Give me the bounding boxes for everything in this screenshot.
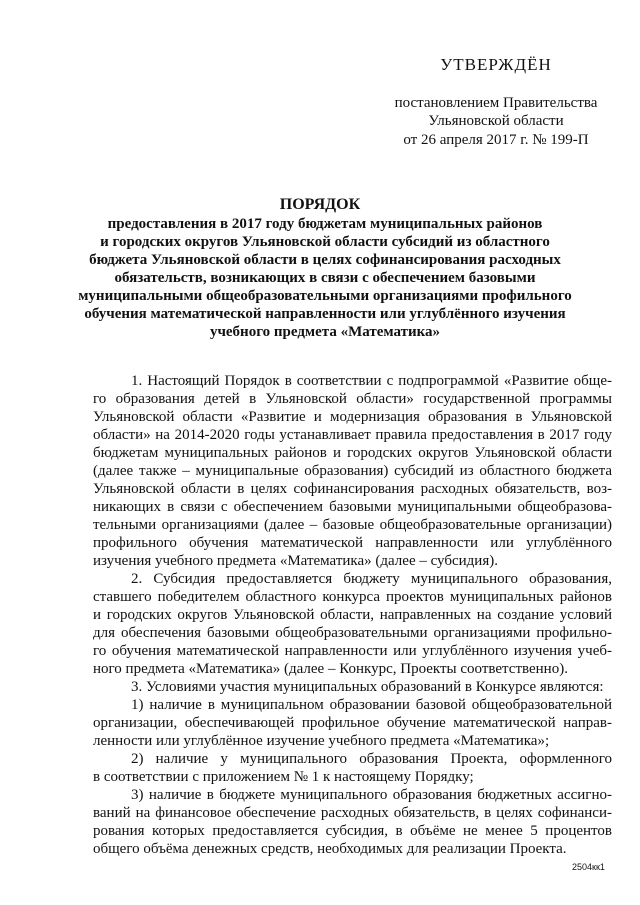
body-line: ваний на финансовое обеспечение расходных обязательств, в целях софинанси- bbox=[93, 805, 612, 821]
body-line: го образования детей в Ульяновской области» государственной программы bbox=[93, 391, 612, 407]
body-line: 3. Условиями участия муниципальных образований в Конкурсе являются: bbox=[131, 679, 604, 695]
body-line: изучения учебного предмета «Математика» (далее – субсидия). bbox=[93, 553, 498, 569]
subtitle-line: обучения математической направленности или углублённого изучения bbox=[84, 306, 566, 322]
body-line: рования которых предоставляется субсидия, в объёме не менее 5 процентов bbox=[93, 823, 612, 839]
body-line: 1. Настоящий Порядок в соответствии с подпрограммой «Развитие обще- bbox=[131, 373, 612, 389]
body-line: 2. Субсидия предоставляется бюджету муниципального образования, bbox=[131, 571, 612, 587]
body-line: бюджетам муниципальных районов и городских округов Ульяновской области bbox=[93, 445, 612, 461]
subtitle-line: и городских округов Ульяновской области субсидий из областного bbox=[100, 234, 550, 250]
body-line: ленности или углублённое изучение учебного предмета «Математика»; bbox=[93, 733, 550, 749]
body-line: го обучения математической направленности или углублённого изучения учеб- bbox=[93, 643, 612, 659]
subtitle-line: муниципальными общеобразовательными организациями профильного bbox=[78, 288, 572, 304]
body-line: ного предмета «Математика» (далее – Конкурс, Проекты соответственно). bbox=[93, 661, 568, 677]
body-line: общего объёма денежных средств, необходимых для реализации Проекта. bbox=[93, 841, 567, 857]
body-line: Ульяновской области «Развитие и модернизация образования в Ульяновской bbox=[93, 409, 612, 425]
subtitle-line: бюджета Ульяновской области в целях софинансирования расходных bbox=[89, 252, 561, 268]
body-line: ставшего победителем областного конкурса проектов муниципальных районов bbox=[93, 589, 612, 605]
body-line: никающих в связи с обеспечением базовыми муниципальными общеобразова- bbox=[93, 499, 612, 515]
body-line: в соответствии с приложением № 1 к настоящему Порядку; bbox=[93, 769, 474, 785]
approval-line: Ульяновской области bbox=[428, 113, 564, 129]
body-line: (далее также – муниципальные образования) субсидий из областного бюджета bbox=[93, 463, 612, 479]
body-line: тельными организациями (далее – базовые общеобразовательные организации) bbox=[93, 517, 612, 533]
document-stamp: 2504кк1 bbox=[572, 862, 605, 872]
body-line: для обеспечения базовыми общеобразовательными организациями профильно- bbox=[93, 625, 612, 641]
body-line: 1) наличие в муниципальном образовании базовой общеобразовательной bbox=[131, 697, 612, 713]
document-title: ПОРЯДОК bbox=[279, 196, 361, 213]
subtitle-line: учебного предмета «Математика» bbox=[209, 324, 441, 340]
body-line: 2) наличие у муниципального образования Проекта, оформленного bbox=[131, 751, 612, 767]
subtitle-line: предоставления в 2017 году бюджетам муниципальных районов bbox=[107, 216, 543, 232]
body-line: и городских округов Ульяновской области, направленных на создание условий bbox=[93, 607, 612, 623]
approval-heading: УТВЕРЖДЁН bbox=[440, 55, 552, 74]
subtitle-line: обязательств, возникающих в связи с обеспечением базовыми bbox=[114, 270, 536, 286]
body-line: профильного обучения математической направленности или углублённого bbox=[93, 535, 612, 551]
body-line: области» на 2014-2020 годы устанавливает правила предоставления в 2017 году bbox=[93, 427, 612, 443]
body-line: организации, обеспечивающей профильное обучение математической направ- bbox=[93, 715, 612, 731]
approval-line: от 26 апреля 2017 г. № 199-П bbox=[403, 132, 589, 148]
body-line: 3) наличие в бюджете муниципального образования бюджетных ассигно- bbox=[131, 787, 612, 803]
body-line: Ульяновской области в целях софинансирования расходных обязательств, воз- bbox=[93, 481, 612, 497]
approval-line: постановлением Правительства bbox=[394, 95, 598, 111]
